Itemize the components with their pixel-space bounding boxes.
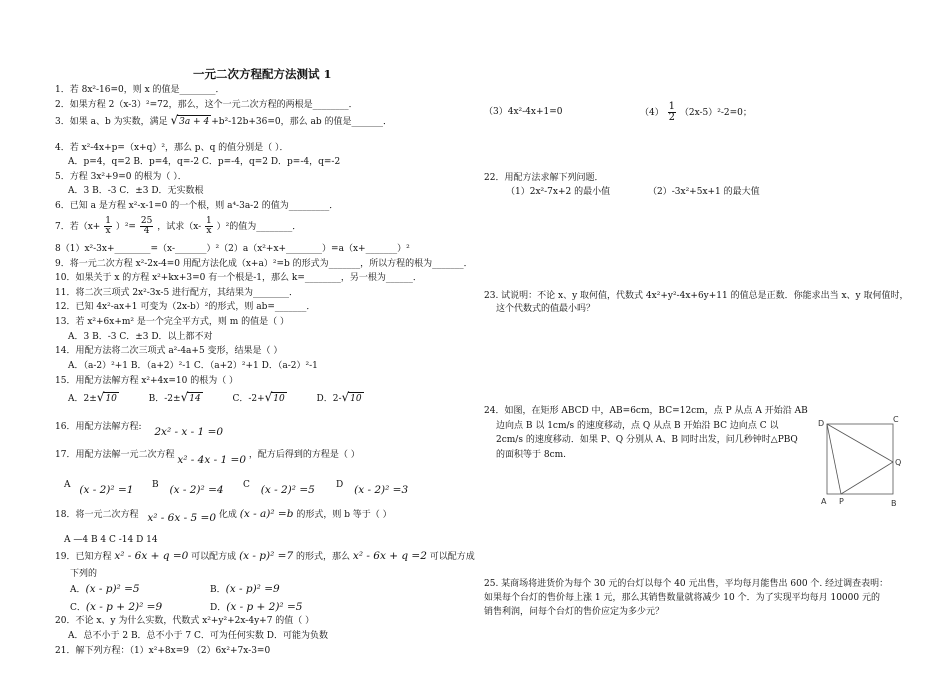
option-label: D (336, 480, 344, 490)
question-21-part-4 (640, 102, 752, 123)
rectangle-abcd (827, 424, 893, 494)
option-a: A．2± (68, 394, 97, 404)
question-22: 22．用配方法求解下列问题． (484, 173, 604, 183)
question-5: 5．方程 3x²+9=0 的根为（ ）． (55, 172, 187, 182)
option-label: D． (210, 603, 227, 613)
fraction (668, 102, 676, 123)
question-22-part-1: （1）2x²-7x+2 的最小值 (506, 187, 611, 197)
question-24-line-4: 的面积等于 8cm. (496, 450, 567, 460)
part-equation: （2x-5）²-2=0； (679, 108, 752, 118)
question-14-options: A．（a-2）²+1 B．（a+2）²-1 C．（a+2）²+1 D．（a-2）²-1 (68, 361, 318, 371)
fraction (205, 217, 213, 236)
question-19-text-4: 可以配方成 (429, 552, 475, 562)
label-p: P (839, 497, 844, 506)
question-3 (55, 114, 392, 128)
radicand: 10 (105, 394, 117, 404)
question-23-line-1: 23. 试说明：不论 x、y 取何值，代数式 4x²+y²-4x+6y+11 的值总是正数．你能求出当 x、y 取何值时， (484, 291, 909, 301)
question-7-text-2: ）²= (115, 222, 136, 232)
question-2: 2．如果方程 2（x-3）²=72，那么，这个一元二次方程的两根是________． (55, 100, 358, 110)
question-18-options: A —4 B 4 C -14 D 14 (64, 535, 158, 545)
question-7-text: 7．若（x+ (55, 222, 101, 232)
option-label: A (64, 480, 71, 490)
question-14: 14．用配方法将二次三项式 a²-4a+5 变形，结果是（ ） (55, 346, 283, 356)
fraction (140, 217, 153, 236)
denominator: x (206, 226, 212, 236)
part-label: （4） (640, 108, 664, 118)
question-18-equation: x² - 6x - 5 =0 (147, 512, 217, 524)
segment-dq (827, 424, 893, 462)
question-5-options: A．3 B．-3 C．±3 D．无实数根 (68, 186, 204, 196)
radicand: 10 (350, 394, 362, 404)
numerator: 1 (105, 216, 111, 226)
question-19-option-d (210, 601, 302, 614)
question-15: 15．用配方法解方程 x²+4x=10 的根为（ ） (55, 376, 239, 386)
question-8: 8（1）x²-3x+________=（x-_______）²（2）a（x²+x+________）=a（x+_______）² (55, 244, 410, 254)
question-19-text: 19．已知方程 (55, 552, 112, 562)
option-label: A． (70, 585, 86, 595)
fraction (104, 217, 112, 236)
option-label: C (243, 480, 250, 490)
question-19-option-c (70, 601, 162, 614)
question-17 (55, 448, 360, 466)
question-11: 11．将二次三项式 2x²-3x-5 进行配方，其结果为________． (55, 288, 299, 298)
question-6: 6．已知 a 是方程 x²-x-1=0 的一个根，则 a⁴-3a-2 的值为_________． (55, 201, 339, 211)
question-15-options (68, 391, 364, 405)
option-b: B．-2± (148, 394, 181, 404)
question-19-text-5: 下列的 (70, 569, 98, 579)
option-label: C． (70, 603, 86, 613)
denominator: 2 (668, 112, 675, 123)
question-9: 9．将一元二次方程 x²-2x-4=0 用配方法化成（x+a）²=b 的形式为_______，所以方程的根为_______． (55, 259, 473, 269)
question-23-line-2: 这个代数式的值最小吗？ (496, 304, 596, 314)
question-7-text-4: ）²的值为________． (216, 222, 302, 232)
question-16-equation: 2x² - x - 1 =0 (154, 426, 224, 438)
question-13-options: A．3 B．-3 C．±3 D．以上都不对 (68, 332, 213, 342)
option-equation: (x - p)² =5 (85, 583, 140, 595)
question-20: 20．不论 x、y 为什么实数，代数式 x²+y²+2x-4y+7 的值（ ） (55, 616, 315, 626)
question-24-line-2: 边向点 B 以 1cm/s 的速度移动，点 Q 从点 B 开始沿 BC 边向点 C 以 (496, 421, 779, 431)
question-4: 4．若 x²-4x+p=（x+q）²，那么 p、q 的值分别是（ ）． (55, 143, 289, 153)
question-1: 1．若 8x²-16=0，则 x 的值是________． (55, 85, 225, 95)
question-7-text-3: ，试求（x- (157, 222, 202, 232)
segment-pq (841, 462, 893, 494)
question-17-option-a (64, 478, 134, 496)
question-18-equation-2: (x - a)² =b (239, 508, 294, 520)
sqrt-symbol: √ (96, 390, 105, 404)
option-equation: (x - 2)² =5 (260, 484, 315, 496)
radicand: 14 (189, 394, 201, 404)
option-equation: (x - p)² =9 (225, 583, 280, 595)
sqrt-symbol: √ (264, 390, 273, 404)
rectangle-figure (815, 412, 935, 512)
question-4-options: A．p=4，q=2 B．p=4，q=-2 C．p=-4，q=2 D．p=-4，q=-2 (68, 157, 341, 167)
question-16 (55, 420, 224, 438)
sqrt-symbol: √ (180, 390, 189, 404)
question-17-text: 17．用配方法解一元二次方程 (55, 450, 175, 460)
question-24-line-1: 24．如图，在矩形 ABCD 中，AB=6cm，BC=12cm，点 P 从点 A 开始沿 AB (484, 406, 808, 416)
question-21: 21．解下列方程：（1）x²+8x=9 （2）6x²+7x-3=0 (55, 646, 271, 656)
question-17-option-c (243, 478, 315, 496)
page-title: 一元二次方程配方法测试 1 (193, 67, 332, 81)
question-7 (55, 217, 301, 236)
sqrt-symbol: √ (341, 390, 350, 404)
question-10: 10．如果关于 x 的方程 x²+kx+3=0 有一个根是-1，那么 k=________，另一根为______． (55, 273, 422, 283)
label-a: A (821, 497, 827, 506)
question-19 (55, 550, 475, 563)
denominator: 4 (143, 226, 150, 236)
question-25-line-2: 如果每个台灯的售价每上涨 1 元，那么其销售数量就将减少 10 个．为了实现平均每月 10000 元的 (484, 593, 880, 603)
segment-dp (827, 424, 841, 494)
question-19-equation: x² - 6x + q =0 (114, 550, 189, 562)
option-equation: (x - p + 2)² =5 (226, 601, 303, 613)
option-label: B． (210, 585, 226, 595)
numerator: 25 (140, 216, 153, 226)
label-b: B (891, 499, 897, 508)
question-25-line-1: 25. 某商场将进货价为每个 30 元的台灯以每个 40 元出售，平均每月能售出 600 个. 经过调查表明： (484, 579, 889, 589)
question-18 (55, 508, 392, 524)
question-24-line-3: 2cm/s 的速度移动．如果 P、Q 分别从 A、B 同时出发，问几秒钟时△PBQ (496, 435, 798, 445)
question-17-option-d (336, 478, 409, 496)
question-19-option-a (70, 583, 140, 596)
question-17-text-2: ，配方后得到的方程是（ ） (248, 450, 360, 460)
question-18-text: 18．将一元二次方程 (55, 510, 139, 520)
question-3-text-2: +b²-12b+36=0，那么 ab 的值是_______． (211, 117, 392, 127)
label-d: D (818, 419, 825, 428)
option-equation: (x - 2)² =3 (354, 484, 409, 496)
question-17-equation: x² - 4x - 1 =0 (177, 454, 247, 466)
option-c: C．-2+ (232, 394, 265, 404)
question-18-text-3: 的形式，则 b 等于（ ） (296, 510, 392, 520)
option-equation: (x - 2)² =4 (169, 484, 224, 496)
option-equation: (x - p + 2)² =9 (85, 601, 163, 613)
label-q: Q (895, 458, 902, 467)
radicand: 10 (273, 394, 285, 404)
question-17-option-b (152, 478, 224, 496)
question-25-line-3: 销售利润，问每个台灯的售价应定为多少元？ (484, 607, 665, 617)
label-c: C (893, 415, 899, 424)
question-13: 13．若 x²+6x+m² 是一个完全平方式，则 m 的值是（ ） (55, 317, 290, 327)
question-12: 12．已知 4x²-ax+1 可变为（2x-b）²的形式，则 ab=_______． (55, 302, 316, 312)
question-21-part-3: （3）4x²-4x+1=0 (484, 107, 563, 117)
denominator: x (105, 226, 111, 236)
numerator: 1 (206, 216, 212, 226)
question-19-equation-2: (x - p)² =7 (239, 550, 294, 562)
question-3-text: 3．如果 a、b 为实数，满足 (55, 117, 168, 127)
question-19-text-2: 可以配方成 (191, 552, 237, 562)
question-22-part-2: （2）-3x²+5x+1 的最大值 (648, 187, 760, 197)
option-d: D．2- (316, 394, 342, 404)
question-19-option-b (210, 583, 280, 596)
numerator: 1 (668, 101, 675, 112)
option-equation: (x - 2)² =1 (79, 484, 134, 496)
option-label: B (152, 480, 159, 490)
question-19-text-3: 的形式，那么 (296, 552, 351, 562)
question-18-text-2: 化成 (218, 510, 237, 520)
question-16-text: 16．用配方法解方程: (55, 422, 142, 432)
radicand: 3a + 4 (179, 117, 210, 127)
question-20-options: A．总不小于 2 B．总不小于 7 C．可为任何实数 D．可能为负数 (68, 631, 328, 641)
question-19-equation-3: x² - 6x + q =2 (352, 550, 427, 562)
sqrt-symbol: √ (170, 113, 179, 127)
